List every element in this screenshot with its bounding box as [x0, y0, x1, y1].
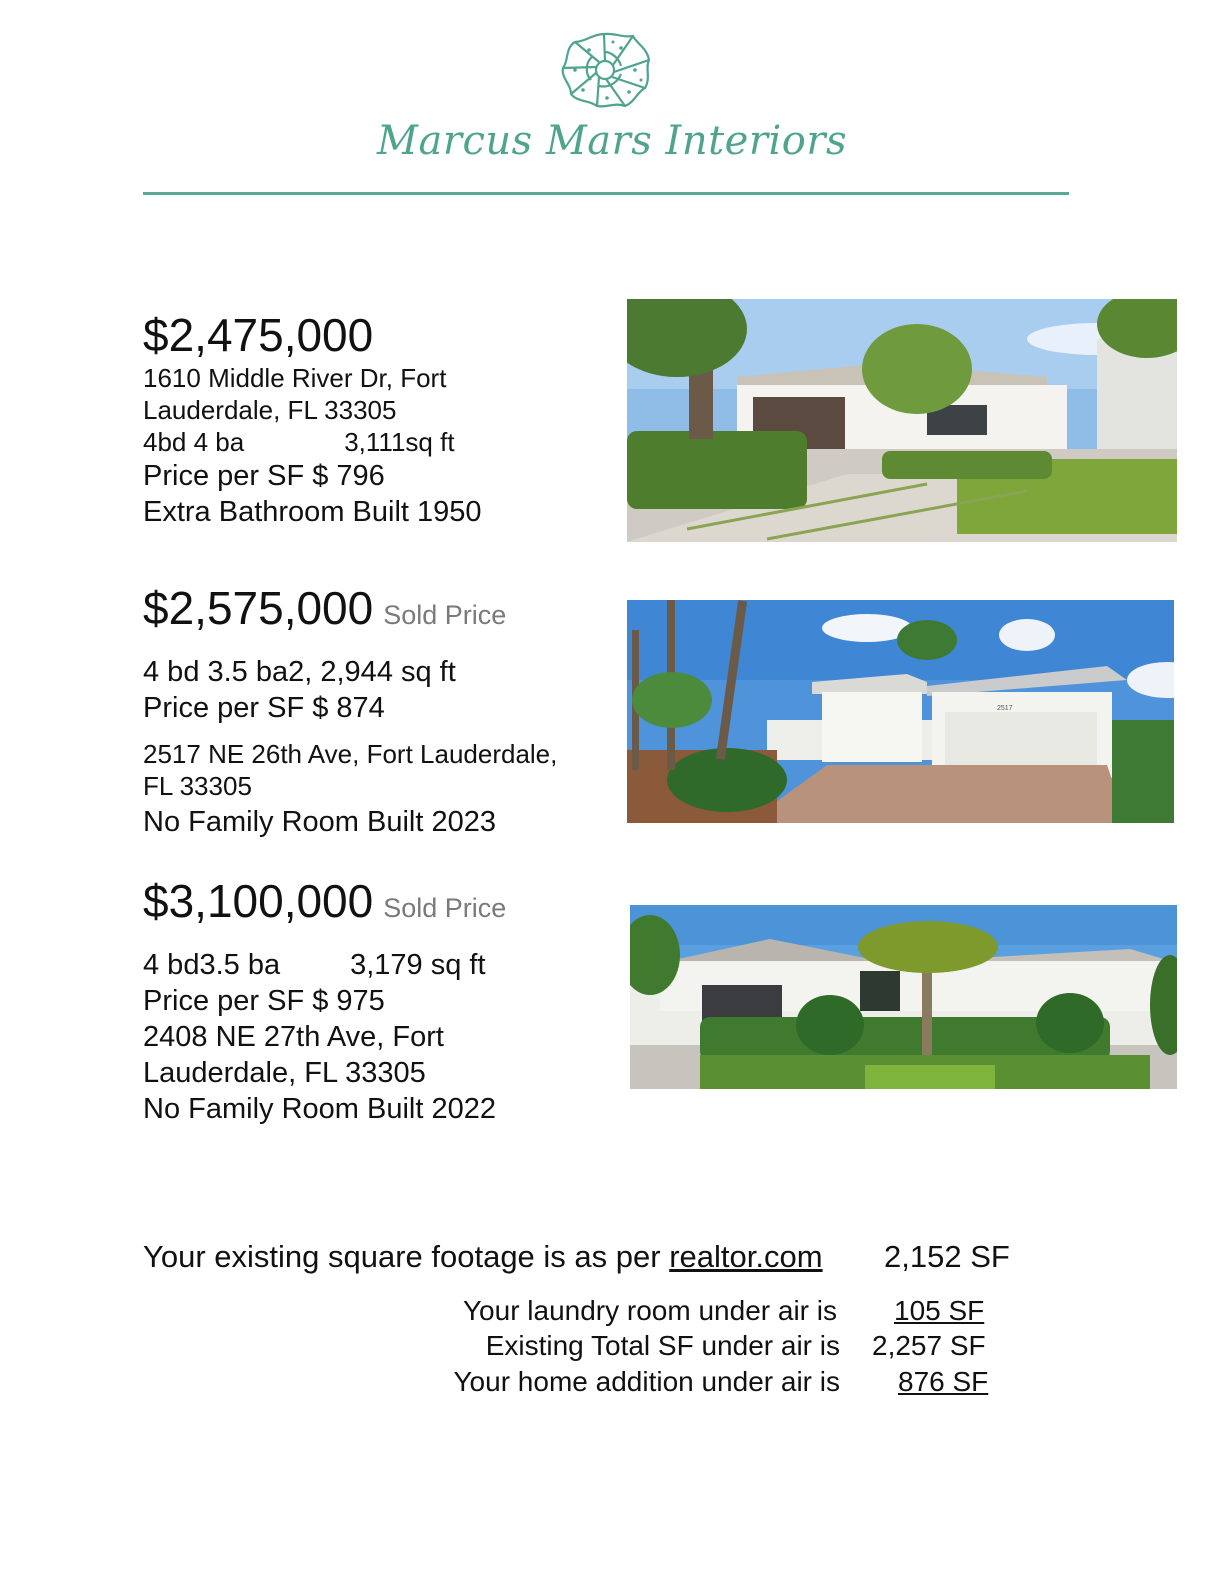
listing-sqft: 3,179 sq ft: [350, 949, 486, 981]
listing-sqft: 3,111sq ft: [344, 427, 455, 457]
header-divider: [143, 192, 1069, 195]
listing-price: $2,475,000: [143, 309, 374, 361]
listing-2: [143, 583, 557, 840]
status-label: Sold Price: [383, 893, 507, 923]
laundry-value: 105 SF: [894, 1295, 985, 1326]
listing-specs: [143, 947, 506, 983]
listing-specs: [143, 426, 482, 458]
realtor-link[interactable]: realtor.com: [669, 1239, 823, 1274]
listing-1: [143, 310, 482, 530]
listing-note: Extra Bathroom Built 1950: [143, 496, 482, 528]
existing-sf-value: 2,152 SF: [884, 1239, 1010, 1274]
house-photo-3: [630, 905, 1177, 1089]
listing-price-per-sf: Price per SF $ 874: [143, 692, 385, 724]
listing-specs: 4 bd 3.5 ba2, 2,944 sq ft: [143, 656, 456, 688]
status-label: Sold Price: [383, 600, 507, 630]
listing-address: 2408 NE 27th Ave, Fort: [143, 1021, 444, 1053]
listing-price: $3,100,000: [143, 875, 374, 927]
listing-price-row: [143, 876, 506, 933]
house-photo-2: [627, 600, 1174, 823]
existing-sf-label: Your existing square footage is as per: [143, 1239, 661, 1274]
laundry-label: Your laundry room under air is: [462, 1295, 837, 1326]
listing-price-row: [143, 583, 557, 640]
existing-sf-row: [143, 1239, 823, 1275]
addition-label: Your home addition under air is: [453, 1366, 840, 1397]
brand-name: Marcus Mars Interiors: [377, 118, 847, 164]
listing-address: 2517 NE 26th Ave, Fort Lauderdale,: [143, 739, 558, 769]
total-value: 2,257 SF: [872, 1330, 986, 1361]
listing-address: Lauderdale, FL 33305: [143, 395, 397, 425]
listing-price-per-sf: Price per SF $ 975: [143, 985, 385, 1017]
listing-address: Lauderdale, FL 33305: [143, 1057, 426, 1089]
listing-address: FL 33305: [143, 771, 252, 801]
shell-icon: [555, 30, 653, 110]
addition-value: 876 SF: [898, 1366, 989, 1397]
listing-note: No Family Room Built 2022: [143, 1093, 496, 1125]
listing-note: No Family Room Built 2023: [143, 806, 496, 838]
total-label: Existing Total SF under air is: [485, 1330, 840, 1361]
house-photo-1: [627, 299, 1177, 542]
listing-beds-baths: 4bd 4 ba: [143, 427, 245, 457]
listing-beds-baths: 4 bd3.5 ba: [143, 949, 281, 981]
listing-3: [143, 876, 506, 1127]
listing-price: $2,575,000: [143, 582, 374, 634]
listing-price-per-sf: Price per SF $ 796: [143, 460, 385, 492]
house-number: 2517: [997, 705, 1013, 712]
listing-address: 1610 Middle River Dr, Fort: [143, 363, 447, 393]
